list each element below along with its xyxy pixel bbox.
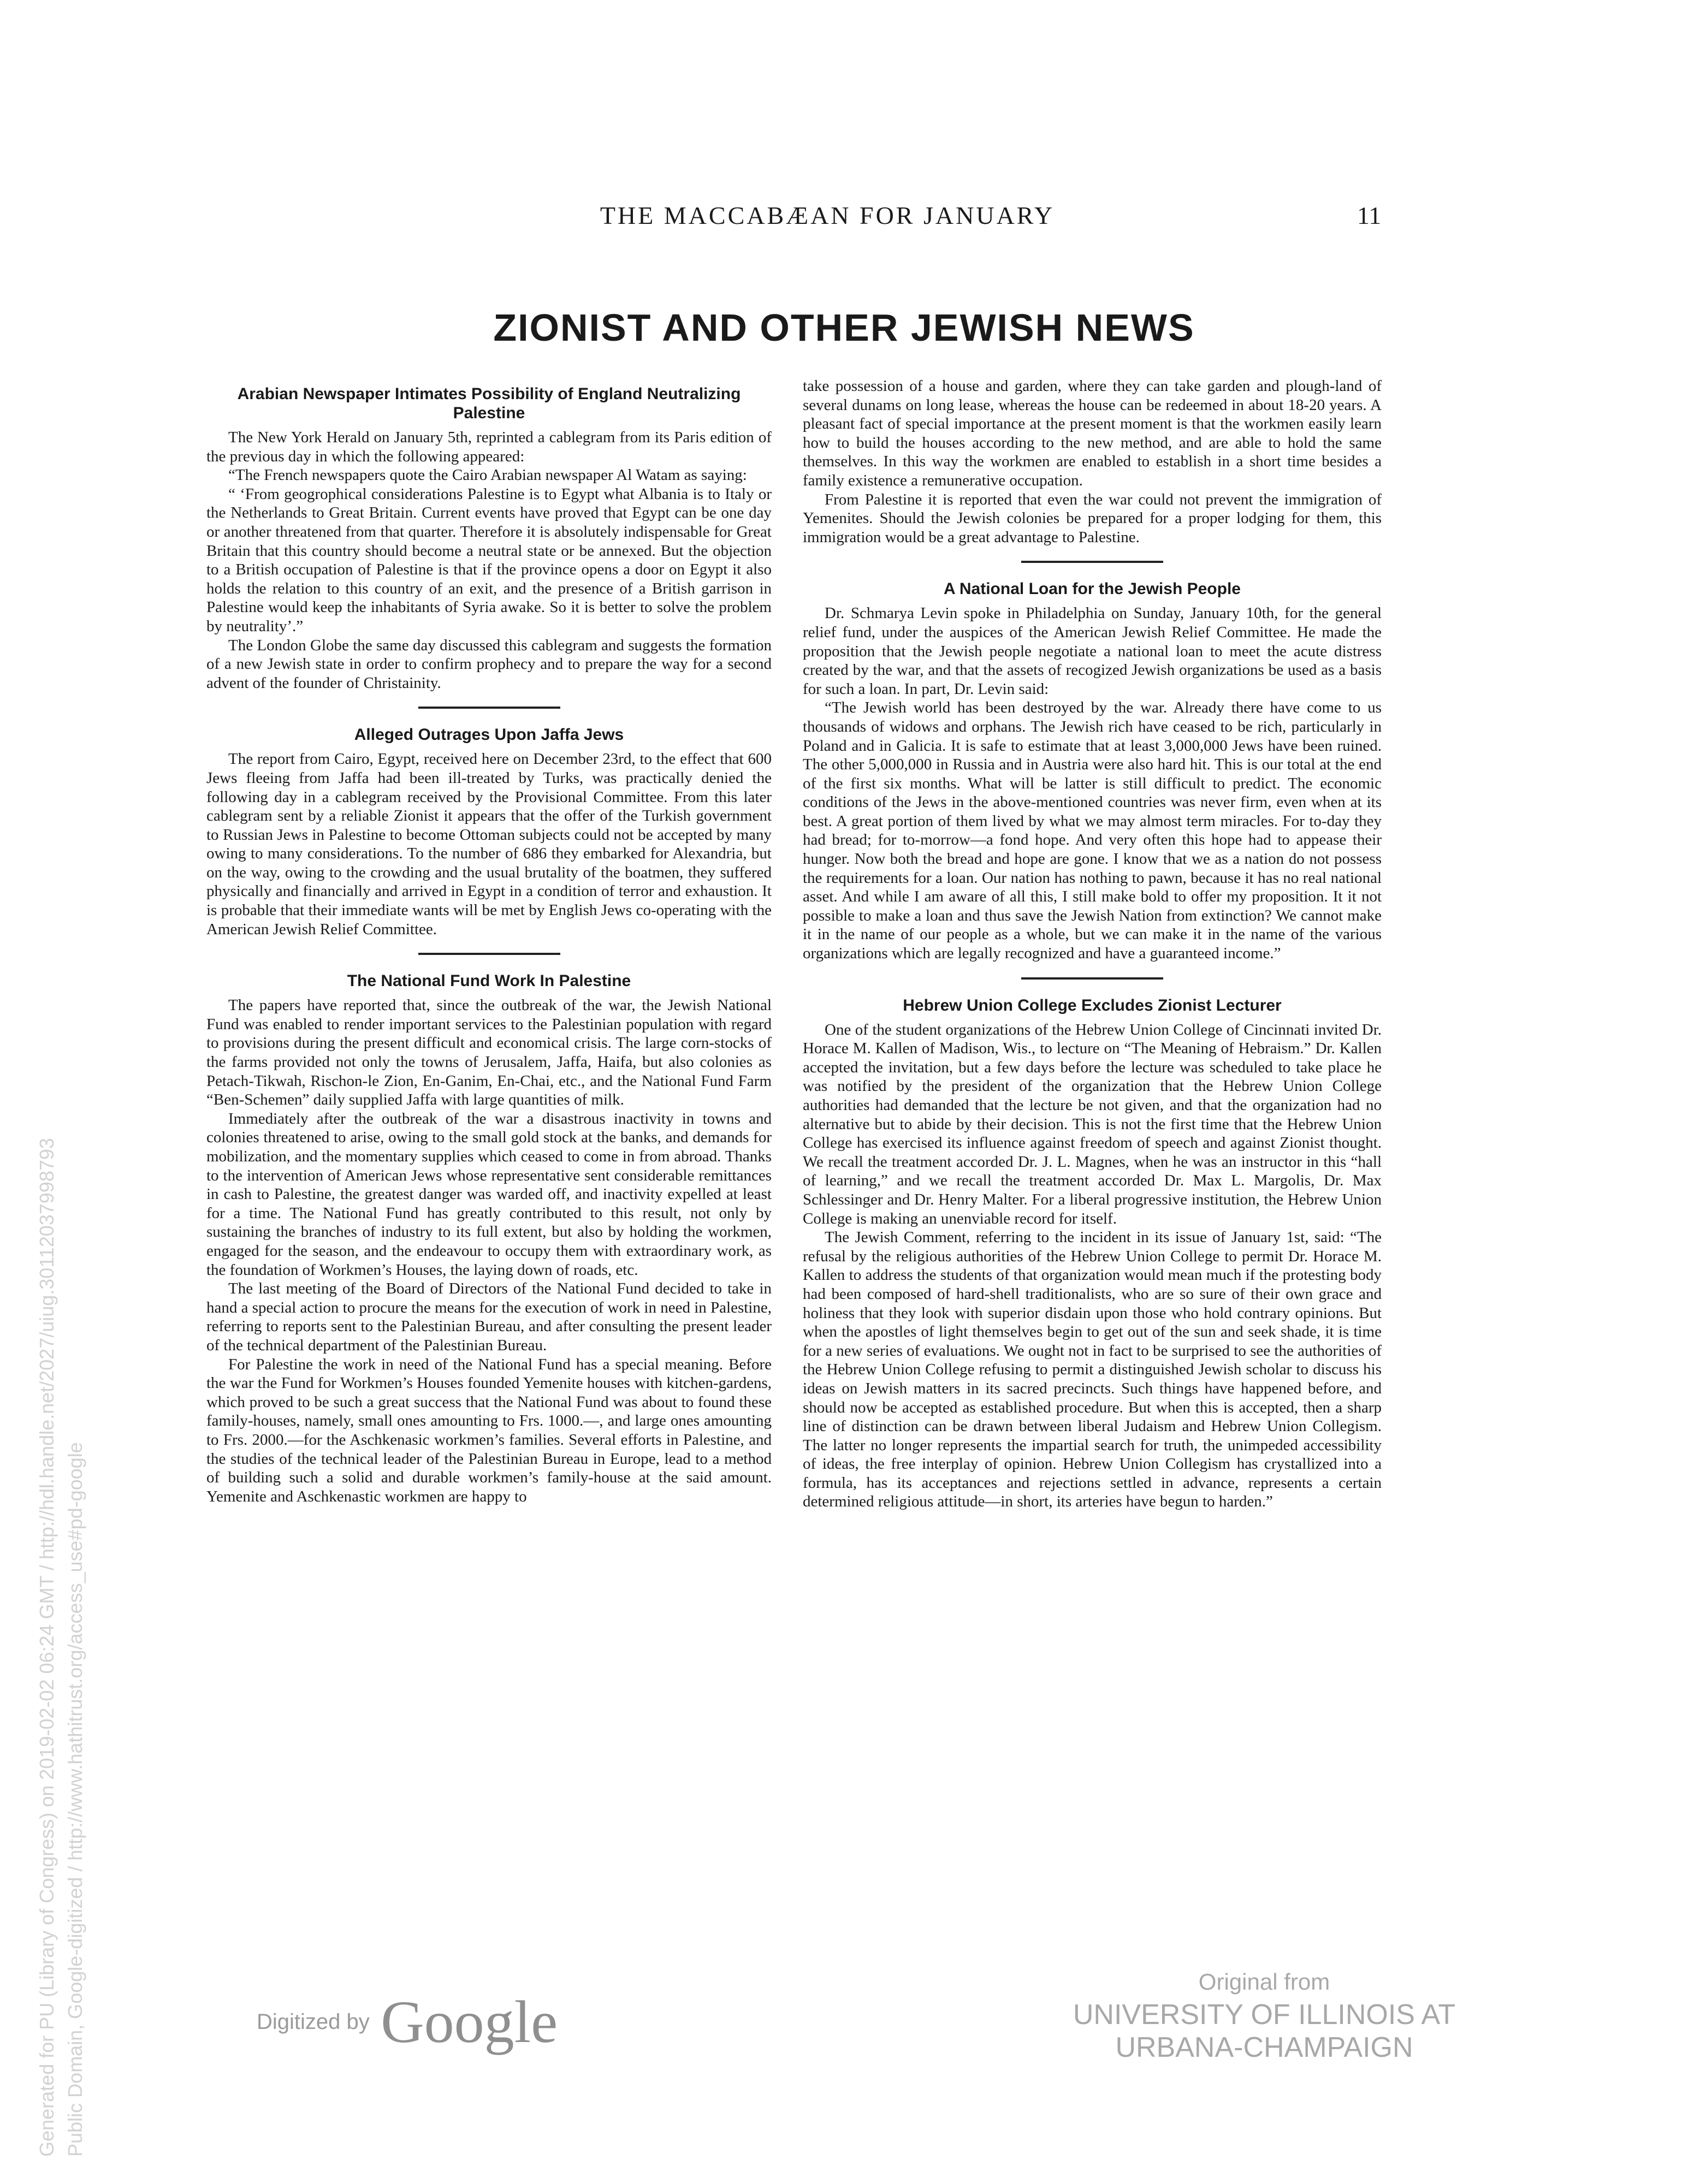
right-column — [803, 377, 1382, 2069]
google-logo: Google — [381, 1989, 558, 2055]
section-divider — [1021, 977, 1163, 980]
paragraph: The New York Herald on January 5th, reprinted a cablegram from its Paris edition of the previous day in which the following appeared: — [206, 429, 772, 465]
section-divider — [418, 953, 560, 955]
original-from-notice — [1054, 1966, 1474, 2064]
running-title: THE MACCABÆAN FOR JANUARY — [600, 201, 1055, 229]
hathitrust-watermark — [33, 792, 90, 2157]
paragraph: The London Globe the same day discussed this cablegram and suggests the formation of a new Jewish state in order to confirm prophecy and to prepare the way for a second advent of the founder of Christainity. — [206, 636, 772, 692]
paragraph: One of the student organizations of the Hebrew Union College of Cincinnati invited Dr. Horace M. Kallen of Madison, Wis., to lecture on “The Meaning of Hebraism.” Dr. Kallen accepted the invitation, but a few days before the lecture was scheduled to take place he was notified by the president of the organization that the Hebrew Union College authorities had demanded that the lecture be not given, and that the organization had no alternative but to abide by their decision. This is not the first time that the Hebrew Union College has exercised its influence against freedom of speech and against Zionist thought. We recall the treatment accorded Dr. J. L. Magnes, when he was an instructor in this “hall of learning,” and we recall the treatment accorded Dr. Max L. Margolis, Dr. Max Schlessinger and Dr. Henry Malter. For a liberal progressive institution, the Hebrew Union College is making an unenviable record for itself. — [803, 1020, 1382, 1227]
paragraph: The last meeting of the Board of Directors of the National Fund decided to take in hand a special action to procure the means for the execution of work in need in Palestine, referring to reports sent to the Palestinian Bureau, and after consulting the present leader of the technical department of the Palestinian Bureau. — [206, 1280, 772, 1354]
section-divider — [1021, 561, 1163, 563]
page-title: ZIONIST AND OTHER JEWISH NEWS — [493, 306, 1195, 349]
running-header — [0, 201, 1688, 234]
article-heading-national-loan: A National Loan for the Jewish People — [944, 580, 1241, 598]
article-heading-arabian-newspaper: Arabian Newspaper Intimates Possibility of England Neutralizing Palestine — [237, 385, 741, 422]
section-divider — [418, 707, 560, 709]
article-heading-national-fund: The National Fund Work In Palestine — [347, 972, 631, 990]
paragraph: Immediately after the outbreak of the war a disastrous inactivity in towns and colonies threatened to arise, owing to the small gold stock at the banks, and demands for mobilization, and the momentary supplies which ceased to come in from abroad. Thanks to the intervention of American Jews whose representative sent considerable remittances in cash to Palestine, the greatest danger was warded off, and inactivity expelled at least for a time. The National Fund has greatly contributed to this result, not only by sustaining the branches of industry to its full extent, but also by holding the workmen, engaged for the season, and the endeavour to occupy them with extraordinary work, as the foundation of Workmen’s Houses, the laying down of roads, etc. — [206, 1109, 772, 1279]
paragraph: take possession of a house and garden, where they can take garden and plough-land of several dunams on long lease, whereas the house can be redeemed in about 18-20 years. A pleasant fact of special importance at the present moment is that the workmen easily learn how to build the houses according to the new method, and are able to hold the same themselves. In this way the workmen are enabled to establish in a short time besides a family existence a remunerative occupation. — [803, 377, 1382, 489]
left-column — [206, 377, 772, 2069]
paragraph: From Palestine it is reported that even the war could not prevent the immigration of Yemenites. Should the Jewish colonies be prepared for a proper lodging for them, this immigration would be a great advantage to Palestine. — [803, 490, 1382, 546]
watermark-line-1: Generated for PU (Library of Congress) on 2019-02-02 06:24 GMT / http://hdl.handle.net/2027/uiug.30112037998793 — [35, 1138, 58, 2157]
digitized-by-label: Digitized by — [257, 2010, 370, 2034]
article-heading-hebrew-union-college: Hebrew Union College Excludes Zionist Lecturer — [903, 996, 1282, 1014]
watermark-line-2: Public Domain, Google-digitized / http://www.hathitrust.org/access_use#pd-google — [64, 1442, 86, 2157]
paragraph: The report from Cairo, Egypt, received here on December 23rd, to the effect that 600 Jews fleeing from Jaffa had been ill-treated by Turks, was practically denied the following day in a cablegram received by the Provisional Committee. From this later cablegram sent by a reliable Zionist it appears that the offer of the Turkish government to Russian Jews in Palestine to become Ottoman subjects could not be accepted by many owing to many considerations. To the number of 686 they embarked for Alexandria, but on the way, owing to the crowding and the usual brutality of the boatmen, they suffered physically and financially and arrived in Egypt in a condition of terror and exhaustion. It is probable that their immediate wants will be met by English Jews co-operating with the American Jewish Relief Committee. — [206, 750, 772, 938]
paragraph: For Palestine the work in need of the National Fund has a special meaning. Before the war the Fund for Workmen’s Houses founded Yemenite houses with kitchen-gardens, which proved to be such a great success that the National Fund was about to found these family-houses, namely, small ones amounting to Frs. 1000.—, and large ones amounting to Frs. 2000.—for the Aschkenasic workmen’s families. Several efforts in Palestine, and the studies of the technical leader of the Palestinian Bureau in Europe, lead to a method of building such a solid and durable workmen’s family-house at the said amount. Yemenite and Aschkenastic workmen are happy to — [206, 1355, 772, 1505]
paragraph: Dr. Schmarya Levin spoke in Philadelphia on Sunday, January 10th, for the general relief fund, under the auspices of the American Jewish Relief Committee. He made the proposition that the Jewish people negotiate a national loan to meet the acute distress created by the war, and that the assets of recogized Jewish organizations be used as a basis for such a loan. In part, Dr. Levin said: — [803, 604, 1382, 698]
paragraph: “ ‘From geogrophical considerations Palestine is to Egypt what Albania is to Italy or the Netherlands to Great Britain. Current events have proved that Egypt can be one day or another threatened from that quarter. Therefore it is absolutely indispensable for Great Britain that this country should become a neutral state or be annexed. But the objection to a British occupation of Palestine is that if the province opens a door on Egypt it also holds the relation to this country of an exit, and the presence of a British garrison in Palestine would keep the inhabitants of Syria awake. So it is better to solve the problem by neutrality’.” — [206, 485, 772, 635]
paragraph: The papers have reported that, since the outbreak of the war, the Jewish National Fund was enabled to render important services to the Palestinian population with regard to provisions during the present difficult and economical crisis. The large corn-stocks of the farms provided not only the towns of Jerusalem, Jaffa, Haifa, but also colonies as Petach-Tikwah, Rischon-le Zion, En-Ganim, En-Chai, etc., and the National Fund Farm “Ben-Schemen” daily supplied Jaffa with large quantities of milk. — [206, 996, 772, 1109]
paragraph: “The Jewish world has been destroyed by the war. Already there have come to us thousands of widows and orphans. The Jewish rich have ceased to be rich, particularly in Poland and in Galicia. It is safe to estimate that at least 3,000,000 Jews have been ruined. The other 5,000,000 in Russia and in Austria were also hard hit. This is our total at the end of the first six months. What will be latter is still difficult to predict. The economic conditions of the Jews in the above-mentioned countries was never firm, even when at its best. A great portion of them lived by what we may almost term miracles. For to-day they had bread; for to-morrow—a fond hope. And very often this hope had to appease their hunger. Now both the bread and hope are gone. I know that we as a nation do not possess the requirements for a loan. Our nation has nothing to pawn, because it has no real national asset. And while I am aware of all this, I still make bold to offer my proposition. It it not possible to make a loan and thus save the Jewish Nation from extinction? We cannot make it in the name of our people as a whole, but we can make it in the name of the various organizations which are legally recognized and have a guaranteed income.” — [803, 699, 1382, 963]
digitized-by-google — [257, 1987, 558, 2057]
original-from-label: Original from — [1198, 1969, 1330, 1995]
institution-line-1: UNIVERSITY OF ILLINOIS AT — [1073, 1999, 1456, 2031]
article-heading-jaffa-outrages: Alleged Outrages Upon Jaffa Jews — [354, 726, 624, 744]
institution-line-2: URBANA-CHAMPAIGN — [1115, 2032, 1413, 2063]
paragraph: The Jewish Comment, referring to the incident in its issue of January 1st, said: “The refusal by the religious authorities of the Hebrew Union College to permit Dr. Horace M. Kallen to address the students of that organization would mean much if the protesting body had been composed of hard-shell traditionalists, who are so sure of their own grace and holiness that they look with superior disdain upon those who hold contrary opinions. But when the apostles of light themselves begin to get out of the sun and seek shade, it is time for a new series of evaluations. We ought not in fact to be surprised to see the authorities of the Hebrew Union College refusing to permit a distinguished Jewish scholar to discuss his ideas on Jewish matters in its sacred precincts. Such things have happened before, and should now be accepted as established procedure. But when this is accepted, then a sharp line of distinction can be drawn between liberal Judaism and Hebrew Union Collegism. The latter no longer represents the impartial search for truth, the unimpeded accessibility of ideas, the free interplay of opinion. Hebrew Union Collegism has crystallized into a formula, has its acceptances and rejections settled in advance, represents a certain determined religious attitude—in short, its arteries have begun to harden.” — [803, 1228, 1382, 1511]
paragraph: “The French newspapers quote the Cairo Arabian newspaper Al Watam as saying: — [228, 466, 747, 484]
page-number: 11 — [1357, 201, 1382, 229]
